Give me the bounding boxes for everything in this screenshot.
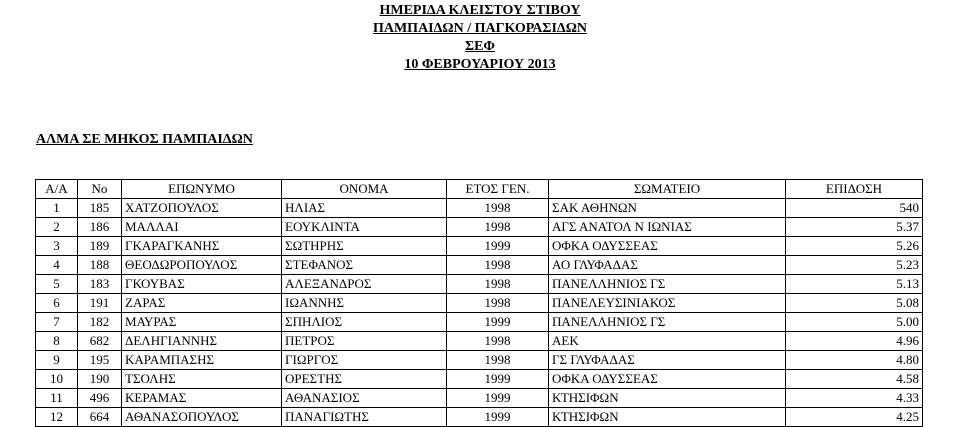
cell-performance: 5.26 <box>786 237 923 256</box>
results-table <box>35 179 923 427</box>
cell-name: ΠΑΝΑΓΙΩΤΗΣ <box>282 408 447 427</box>
cell-year: 1999 <box>447 313 549 332</box>
cell-surname: ΓΚΟΥΒΑΣ <box>122 275 282 294</box>
cell-no: 185 <box>78 199 122 218</box>
col-header-performance: ΕΠΙΔΟΣΗ <box>786 180 923 199</box>
cell-no: 189 <box>78 237 122 256</box>
cell-performance: 540 <box>786 199 923 218</box>
cell-surname: ΓΚΑΡΑΓΚΑΝΗΣ <box>122 237 282 256</box>
cell-year: 1999 <box>447 408 549 427</box>
cell-name: ΑΘΑΝΑΣΙΟΣ <box>282 389 447 408</box>
cell-no: 195 <box>78 351 122 370</box>
cell-surname: ΜΑΛΛΑΙ <box>122 218 282 237</box>
cell-name: ΓΙΩΡΓΟΣ <box>282 351 447 370</box>
document-header <box>0 2 960 74</box>
table-row <box>36 370 923 389</box>
cell-year: 1999 <box>447 370 549 389</box>
cell-club: ΣΑΚ ΑΘΗΝΩΝ <box>549 199 786 218</box>
cell-name: ΙΩΑΝΝΗΣ <box>282 294 447 313</box>
cell-performance: 5.37 <box>786 218 923 237</box>
cell-aa: 9 <box>36 351 78 370</box>
cell-aa: 7 <box>36 313 78 332</box>
cell-no: 191 <box>78 294 122 313</box>
cell-club: ΠΑΝΕΛΛΗΝΙΟΣ ΓΣ <box>549 313 786 332</box>
event-category: ΠΑΜΠΑΙΔΩΝ / ΠΑΓΚΟΡΑΣΙΔΩΝ <box>372 21 588 36</box>
cell-aa: 12 <box>36 408 78 427</box>
cell-surname: ΖΑΡΑΣ <box>122 294 282 313</box>
table-row <box>36 237 923 256</box>
table-row <box>36 389 923 408</box>
event-venue: ΣΕΦ <box>464 39 496 54</box>
col-header-year: ΕΤΟΣ ΓΕΝ. <box>447 180 549 199</box>
table-row <box>36 275 923 294</box>
cell-surname: ΔΕΛΗΓΙΑΝΝΗΣ <box>122 332 282 351</box>
cell-performance: 5.08 <box>786 294 923 313</box>
cell-performance: 4.80 <box>786 351 923 370</box>
cell-club: ΑΕΚ <box>549 332 786 351</box>
cell-year: 1998 <box>447 275 549 294</box>
cell-aa: 4 <box>36 256 78 275</box>
table-row <box>36 313 923 332</box>
cell-no: 190 <box>78 370 122 389</box>
table-row <box>36 256 923 275</box>
cell-surname: ΚΑΡΑΜΠΑΣΗΣ <box>122 351 282 370</box>
section-title: ΑΛΜΑ ΣΕ ΜΗΚΟΣ ΠΑΜΠΑΙΔΩΝ <box>36 132 253 147</box>
cell-surname: ΑΘΑΝΑΣΟΠΟΥΛΟΣ <box>122 408 282 427</box>
cell-year: 1999 <box>447 237 549 256</box>
cell-name: ΑΛΕΞΑΝΔΡΟΣ <box>282 275 447 294</box>
cell-year: 1998 <box>447 294 549 313</box>
event-title: ΗΜΕΡΙΔΑ ΚΛΕΙΣΤΟΥ ΣΤΙΒΟΥ <box>379 3 581 18</box>
cell-club: ΚΤΗΣΙΦΩΝ <box>549 408 786 427</box>
event-date: 10 ΦΕΒΡΟΥΑΡΙΟΥ 2013 <box>404 57 556 72</box>
cell-no: 183 <box>78 275 122 294</box>
col-header-aa: Α/Α <box>36 180 78 199</box>
cell-year: 1998 <box>447 218 549 237</box>
cell-name: ΣΩΤΗΡΗΣ <box>282 237 447 256</box>
cell-year: 1998 <box>447 256 549 275</box>
cell-name: ΟΡΕΣΤΗΣ <box>282 370 447 389</box>
cell-club: ΟΦΚΑ ΟΔΥΣΣΕΑΣ <box>549 370 786 389</box>
cell-aa: 6 <box>36 294 78 313</box>
cell-performance: 4.25 <box>786 408 923 427</box>
cell-aa: 11 <box>36 389 78 408</box>
table-row <box>36 408 923 427</box>
cell-aa: 3 <box>36 237 78 256</box>
col-header-name: ΟΝΟΜΑ <box>282 180 447 199</box>
cell-name: ΕΟΥΚΛΙΝΤΑ <box>282 218 447 237</box>
col-header-surname: ΕΠΩΝΥΜΟ <box>122 180 282 199</box>
cell-aa: 10 <box>36 370 78 389</box>
cell-club: ΓΣ ΓΛΥΦΑΔΑΣ <box>549 351 786 370</box>
cell-year: 1999 <box>447 389 549 408</box>
cell-surname: ΘΕΟΔΩΡΟΠΟΥΛΟΣ <box>122 256 282 275</box>
cell-no: 186 <box>78 218 122 237</box>
cell-name: ΗΛΙΑΣ <box>282 199 447 218</box>
cell-name: ΣΠΗΛΙΟΣ <box>282 313 447 332</box>
cell-year: 1998 <box>447 351 549 370</box>
cell-club: ΑΓΣ ΑΝΑΤΟΛ Ν ΙΩΝΙΑΣ <box>549 218 786 237</box>
cell-club: ΚΤΗΣΙΦΩΝ <box>549 389 786 408</box>
cell-aa: 2 <box>36 218 78 237</box>
cell-surname: ΜΑΥΡΑΣ <box>122 313 282 332</box>
cell-performance: 5.23 <box>786 256 923 275</box>
col-header-club: ΣΩΜΑΤΕΙΟ <box>549 180 786 199</box>
cell-club: ΠΑΝΕΛΛΗΝΙΟΣ ΓΣ <box>549 275 786 294</box>
table-row <box>36 199 923 218</box>
cell-year: 1998 <box>447 199 549 218</box>
cell-performance: 5.00 <box>786 313 923 332</box>
cell-club: ΟΦΚΑ ΟΔΥΣΣΕΑΣ <box>549 237 786 256</box>
cell-year: 1998 <box>447 332 549 351</box>
table-row <box>36 294 923 313</box>
cell-aa: 5 <box>36 275 78 294</box>
col-header-no: Νο <box>78 180 122 199</box>
table-row <box>36 351 923 370</box>
cell-surname: ΧΑΤΖΟΠΟΥΛΟΣ <box>122 199 282 218</box>
cell-performance: 4.33 <box>786 389 923 408</box>
cell-club: ΑΟ ΓΛΥΦΑΔΑΣ <box>549 256 786 275</box>
cell-aa: 1 <box>36 199 78 218</box>
cell-no: 182 <box>78 313 122 332</box>
cell-surname: ΤΣΟΛΗΣ <box>122 370 282 389</box>
table-row <box>36 332 923 351</box>
cell-no: 664 <box>78 408 122 427</box>
cell-performance: 4.96 <box>786 332 923 351</box>
cell-aa: 8 <box>36 332 78 351</box>
table-row <box>36 218 923 237</box>
cell-performance: 5.13 <box>786 275 923 294</box>
cell-name: ΠΕΤΡΟΣ <box>282 332 447 351</box>
cell-no: 682 <box>78 332 122 351</box>
cell-performance: 4.58 <box>786 370 923 389</box>
table-header-row <box>36 180 923 199</box>
cell-no: 188 <box>78 256 122 275</box>
cell-name: ΣΤΕΦΑΝΟΣ <box>282 256 447 275</box>
cell-surname: ΚΕΡΑΜΑΣ <box>122 389 282 408</box>
cell-club: ΠΑΝΕΛΕΥΣΙΝΙΑΚΟΣ <box>549 294 786 313</box>
cell-no: 496 <box>78 389 122 408</box>
